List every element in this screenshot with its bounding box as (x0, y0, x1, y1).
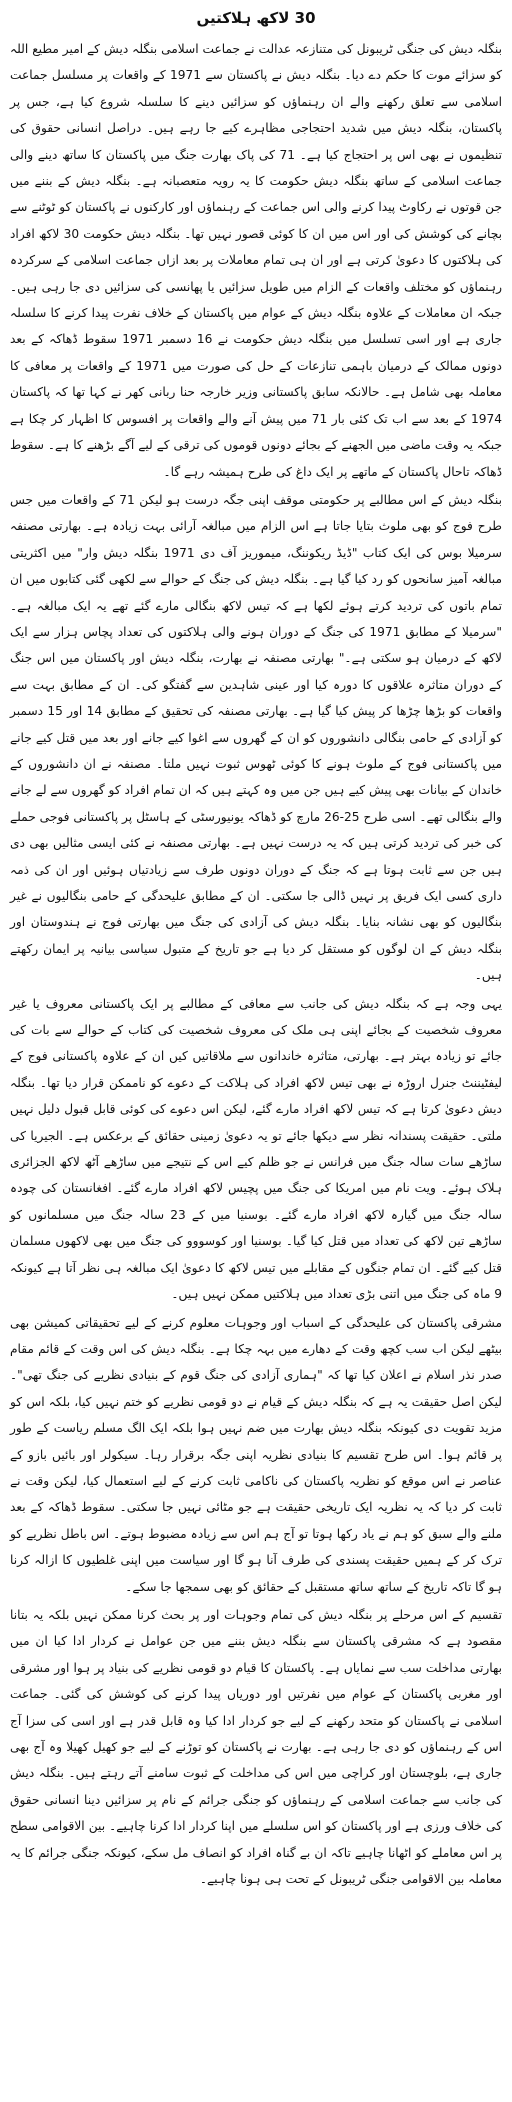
article-paragraph-1: بنگلہ دیش کی جنگی ٹریبونل کی متنازعہ عدالت نے جماعت اسلامی بنگلہ دیش کے امیر مطیع اللہ کو سزائے موت کا حکم دے دیا۔ بنگلہ دیش نے پاکستان سے 1971 کے واقعات پر مسلسل جماعت اسلامی سے تعلق رکھنے والے ان رہنماؤں کو سزائیں دینے کا سلسلہ شروع کیا ہے، جس پر پاکستان، بنگلہ دیش میں شدید احتجاجی مظاہرے کیے جا رہے ہیں۔ دراصل انسانی حقوق کی تنظیموں نے بھی اس پر احتجاج کیا ہے۔ 71 کی پاک بھارت جنگ میں پاکستان کا ساتھ دینے والی جماعت اسلامی کے ساتھ بنگلہ دیش حکومت کا یہ رویہ متعصبانہ ہے۔ بنگلہ دیش کے بننے میں جن قوتوں نے رکاوٹ پیدا کرنے والی اس جماعت کے رہنماؤں اور کارکنوں نے پاکستان کو ٹوٹنے سے بچانے کی کوشش کی اور اس میں ان کا کوئی قصور نہیں تھا۔ بنگلہ دیش حکومت 30 لاکھ افراد کی ہلاکتوں کا دعویٰ کرتی ہے اور ان ہی تمام معاملات پر بعد ازاں جماعت اسلامی کے سرکردہ رہنماؤں کو مختلف واقعات کے الزام میں طویل سزائیں یا پھانسی کی سزائیں دی جا رہی ہیں۔ جبکہ ان معاملات کے علاوہ بنگلہ دیش کے عوام میں پاکستان کے خلاف نفرت پیدا کرنے کا سلسلہ جاری ہے اور اسی تسلسل میں بنگلہ دیش حکومت نے 16 دسمبر 1971 سقوط ڈھاکہ کے بعد دونوں ممالک کے درمیان باہمی تنازعات کے حل کی صورت میں 1971 کے واقعات پر معافی کا معاملہ بھی شامل ہے۔ حالانکہ سابق پاکستانی وزیر خارجہ حنا ربانی کھر نے کہا تھا کہ پاکستان 1974 کے بعد سے اب تک کئی بار 71 میں پیش آنے والے واقعات پر افسوس کا اظہار کر چکا ہے جبکہ یہ وقت ماضی میں الجھنے کے بجائے دونوں قوموں کی ترقی کے لیے آگے بڑھنے کا ہے۔ سقوط ڈھاکہ تاحال پاکستان کے ماتھے پر ایک داغ کی طرح ہمیشہ رہے گا۔ (10, 42, 503, 479)
article-title: 30 لاکھ ہلاکتیں (196, 9, 316, 27)
article-paragraph-3: یہی وجہ ہے کہ بنگلہ دیش کی جانب سے معافی کے مطالبے پر ایک پاکستانی معروف یا غیر معروف شخصیت کے بجائے اپنی ہی ملک کی معروف شخصیت کی کتاب کے حوالے سے بات کی جائے تو زیادہ بہتر ہے۔ بھارتی، متاثرہ خاندانوں سے ملاقاتیں کیں ان کے علاوہ پاکستانی فوج کے لیفٹیننٹ جنرل اروڑہ نے بھی تیس لاکھ افراد کی ہلاکت کے دعوے کو ناممکن قرار دیا تھا۔ بنگلہ دیش دعویٰ کرتا ہے کہ تیس لاکھ افراد مارے گئے، لیکن اس دعوے کی کوئی قابل قبول دلیل نہیں ملتی۔ حقیقت پسندانہ نظر سے دیکھا جائے تو یہ دعویٰ زمینی حقائق کے برعکس ہے۔ الجیریا کی ساڑھے سات سالہ جنگ میں فرانس نے جو ظلم کیے اس کے نتیجے میں ساڑھے آٹھ لاکھ الجزائری ہلاک ہوئے۔ ویت نام میں امریکا کی جنگ میں پچیس لاکھ افراد مارے گئے۔ افغانستان کی چودہ سالہ جنگ میں گیارہ لاکھ افراد مارے گئے۔ بوسنیا میں کے 23 سالہ جنگ میں مسلمانوں کو ساڑھے تین لاکھ کی تعداد میں قتل کیا گیا۔ بوسنیا اور کوسووو کی جنگ میں بھی لاکھوں مسلمان قتل کیے گئے۔ ان تمام جنگوں کے مقابلے میں تیس لاکھ کا دعویٰ ایک مبالغہ ہی نظر آتا ہے کیونکہ 9 ماہ کی جنگ میں اتنی بڑی تعداد میں ہلاکتیں ممکن نہیں ہیں۔ (10, 996, 502, 1302)
article-paragraph-4: مشرقی پاکستان کی علیحدگی کے اسباب اور وجوہات معلوم کرنے کے لیے تحقیقاتی کمیشن بھی بیٹھے لیکن اب سب کچھ وقت کے دھارے میں بہہ چکا ہے۔ بنگلہ دیش کی اس وقت کے قائم مقام صدر نذر اسلام نے اعلان کیا تھا کہ "ہماری آزادی کی جنگ قوم کے بنیادی نظریے کی جنگ تھی"۔ لیکن اصل حقیقت یہ ہے کہ بنگلہ دیش کے قیام نے دو قومی نظریے کو ختم نہیں کیا، بلکہ اس کو مزید تقویت دی کیونکہ بنگلہ دیش بھارت میں ضم نہیں ہوا بلکہ ایک الگ مسلم ریاست کے طور پر قائم ہوا۔ اس طرح تقسیم کا بنیادی نظریہ اپنی جگہ برقرار رہا۔ سیکولر اور بائیں بازو کے عناصر نے اس موقع کو نظریہ پاکستان کی ناکامی ثابت کرنے کے لیے استعمال کیا، لیکن وقت نے ثابت کر دیا کہ یہ نظریہ ایک تاریخی حقیقت ہے جو مٹائی نہیں جا سکتی۔ سقوط ڈھاکہ کے بعد ملنے والے سبق کو ہم نے یاد رکھا ہوتا تو آج ہم اس سے زیادہ مضبوط ہوتے۔ اس باطل نظریے کو ترک کر کے ہمیں حقیقت پسندی کی طرف آنا ہو گا اور سیاست میں اپنی غلطیوں کا ازالہ کرنا ہو گا تاکہ تاریخ کے ساتھ ساتھ مستقبل کے حقائق کو بھی سمجھا جا سکے۔ (10, 1315, 502, 1594)
article-paragraph-2: بنگلہ دیش کے اس مطالبے پر حکومتی موقف اپنی جگہ درست ہو لیکن 71 کے واقعات میں جس طرح فوج کو بھی ملوث بتایا جاتا ہے اس الزام میں مبالغہ آرائی بہت زیادہ ہے۔ بھارتی مصنفہ سرمیلا بوس کی ایک کتاب "ڈیڈ ریکوننگ، میموریز آف دی 1971 بنگلہ دیش وار" میں اکثریتی مبالغہ آمیز سانحوں کو رد کیا گیا ہے۔ بنگلہ دیش کی جنگ کے حوالے سے لکھی گئی کتابوں میں ان تمام باتوں کی تردید کرتے ہوئے لکھا ہے کہ تیس لاکھ بنگالی مارے گئے تھے یہ ایک مبالغہ ہے۔ "سرمیلا کے مطابق 1971 کی جنگ کے دوران ہونے والی ہلاکتوں کی تعداد پچاس ہزار سے ایک لاکھ کے درمیان ہو سکتی ہے۔" بھارتی مصنفہ نے بھارت، بنگلہ دیش اور پاکستان میں اس جنگ کے دوران متاثرہ علاقوں کا دورہ کیا اور عینی شاہدین سے گفتگو کی۔ ان کے مطابق بہت سے واقعات کو بڑھا چڑھا کر پیش کیا گیا ہے۔ بھارتی مصنفہ کی تحقیق کے مطابق 14 اور 15 دسمبر کو آزادی کے حامی بنگالی دانشوروں کو ان کے گھروں سے اغوا کیے جانے اور بعد میں قتل کیے جانے میں پاکستانی فوج کے ملوث ہونے کا کوئی ٹھوس ثبوت نہیں ملتا۔ مصنفہ نے ان دانشوروں کے خاندان کے بیانات بھی پیش کیے ہیں جن میں وہ کہتے ہیں کہ ان تمام افراد کو گھروں سے لے جانے والے بنگالی تھے۔ اسی طرح 25-26 مارچ کو ڈھاکہ یونیورسٹی کے ہاسٹل پر پاکستانی فوجی حملے کی خبر کی تردید کرتی ہیں کہ یہ درست نہیں ہے۔ بھارتی مصنفہ نے کئی ایسی مثالیں بھی دی ہیں جن سے ثابت ہوتا ہے کہ جنگ کے دوران دونوں طرف سے زیادتیاں ہوئیں اور ان کی ذمہ داری کسی ایک فریق پر نہیں ڈالی جا سکتی۔ ان کے مطابق علیحدگی کے حامی بنگالیوں نے غیر بنگالیوں کو بھی نشانہ بنایا۔ بنگلہ دیش کی آزادی کی جنگ میں بھارتی فوج نے ہندوستان اور بنگلہ دیش کے ان لوگوں کو مستقل کر دیا ہے جو تاریخ کے متبول سیاسی بیانیہ پر ایمان رکھتے ہیں۔ (10, 492, 503, 983)
article-paragraph-5: تقسیم کے اس مرحلے پر بنگلہ دیش کی تمام وجوہات اور پر بحث کرنا ممکن نہیں بلکہ یہ بتانا مقصود ہے کہ مشرقی پاکستان سے بنگلہ دیش بننے میں جن عوامل نے کردار ادا کیا ان میں بھارتی مداخلت سب سے نمایاں ہے۔ پاکستان کا قیام دو قومی نظریے کی بنیاد پر ہوا اور مشرقی اور مغربی پاکستان کے عوام میں نفرتیں اور دوریاں پیدا کرنے کی کوشش کی گئی۔ جماعت اسلامی نے پاکستان کو متحد رکھنے کے لیے جو کردار ادا کیا وہ قابل قدر ہے اور اسی کی سزا آج اس کے رہنماؤں کو دی جا رہی ہے۔ بھارت نے پاکستان کو توڑنے کے لیے جو کھیل کھیلا وہ آج بھی جاری ہے، بلوچستان اور کراچی میں اس کی مداخلت کے ثبوت سامنے آتے رہتے ہیں۔ بنگلہ دیش کی جانب سے جماعت اسلامی کے رہنماؤں کو جنگی جرائم کے نام پر سزائیں دینا انسانی حقوق کی خلاف ورزی ہے اور پاکستان کو اس سلسلے میں اپنا کردار ادا کرنا چاہیے۔ بین الاقوامی سطح پر اس معاملے کو اٹھانا چاہیے تاکہ ان بے گناہ افراد کو انصاف مل سکے، کیونکہ جنگی جرائم کا یہ معاملہ بین الاقوامی جنگی ٹریبونل کے تحت ہی ہونا چاہیے۔ (10, 1607, 502, 1887)
